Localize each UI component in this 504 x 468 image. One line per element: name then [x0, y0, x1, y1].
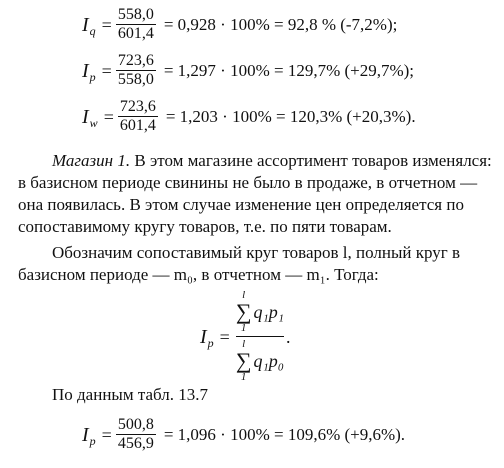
sum-term: q₁p₀ — [253, 350, 285, 371]
numerator: 558,0 — [117, 6, 154, 23]
period: . — [286, 326, 291, 347]
sigma-fraction — [236, 290, 284, 383]
formula-ip — [82, 52, 414, 89]
text-line: базисном периоде — m₀, в отчетном — m₁. Тогда: — [18, 265, 379, 284]
sigma-denominator — [236, 339, 284, 383]
equals-sign: = — [101, 424, 112, 445]
formula-lhs: $I_p$ — [82, 423, 96, 448]
formula-ip-bottom — [82, 416, 405, 453]
formula-lhs: $I_p$ — [82, 59, 96, 84]
text-line: сопоставимому кругу товаров, т.е. по пяти товарам. — [18, 217, 392, 236]
italic-lead: Магазин 1. — [52, 151, 131, 170]
denominator: 601,4 — [117, 25, 154, 42]
equals-sign: = — [101, 14, 112, 35]
formula-lhs: $I_w$ — [82, 105, 98, 130]
text-line: Обозначим сопоставимый круг товаров l, полный круг в — [52, 243, 461, 262]
paragraph-store-1 — [18, 150, 502, 238]
numerator: 723,6 — [119, 98, 156, 115]
formula-lhs: $I_q$ — [82, 13, 96, 38]
text-line: она появилась. В этом случае изменение цен определяется по — [18, 195, 464, 214]
sigma-numerator — [236, 290, 284, 334]
formula-result: = 0,928 · 100% = 92,8 % (-7,2%); — [163, 14, 398, 34]
numerator: 723,6 — [117, 52, 154, 69]
formula-result: = 1,297 · 100% = 129,7% (+29,7%); — [163, 60, 415, 80]
fraction — [118, 98, 158, 135]
formula-result: = 1,203 · 100% = 120,3% (+20,3%). — [165, 106, 416, 126]
fraction — [116, 416, 156, 453]
fraction-bar — [236, 336, 284, 337]
text-line: в базисном периоде свинины не было в продаже, в отчетном — — [18, 173, 478, 192]
fraction — [116, 6, 156, 43]
sum-term: q₁p₁ — [253, 301, 285, 322]
formula-lhs: $I_p$ — [200, 325, 214, 350]
equals-sign: = — [103, 106, 114, 127]
formula-iw — [82, 98, 416, 135]
paragraph-notation — [18, 242, 502, 286]
equals-sign: = — [101, 60, 112, 81]
sum-icon: l ∑ 1 — [235, 338, 252, 383]
formula-result: = 1,096 · 100% = 109,6% (+9,6%). — [163, 424, 406, 444]
denominator: 601,4 — [119, 117, 156, 134]
text-line: Магазин 1. В этом магазине ассортимент товаров изменялся: — [52, 151, 492, 170]
fraction — [116, 52, 156, 89]
numerator: 500,8 — [117, 416, 154, 433]
sum-icon: l ∑ 1 — [235, 289, 252, 334]
denominator: 456,9 — [117, 435, 154, 452]
formula-iq — [82, 6, 397, 43]
formula-sigma — [200, 290, 291, 383]
equals-sign: = — [219, 326, 230, 347]
denominator: 558,0 — [117, 71, 154, 88]
table-reference: По данным табл. 13.7 — [52, 385, 208, 404]
